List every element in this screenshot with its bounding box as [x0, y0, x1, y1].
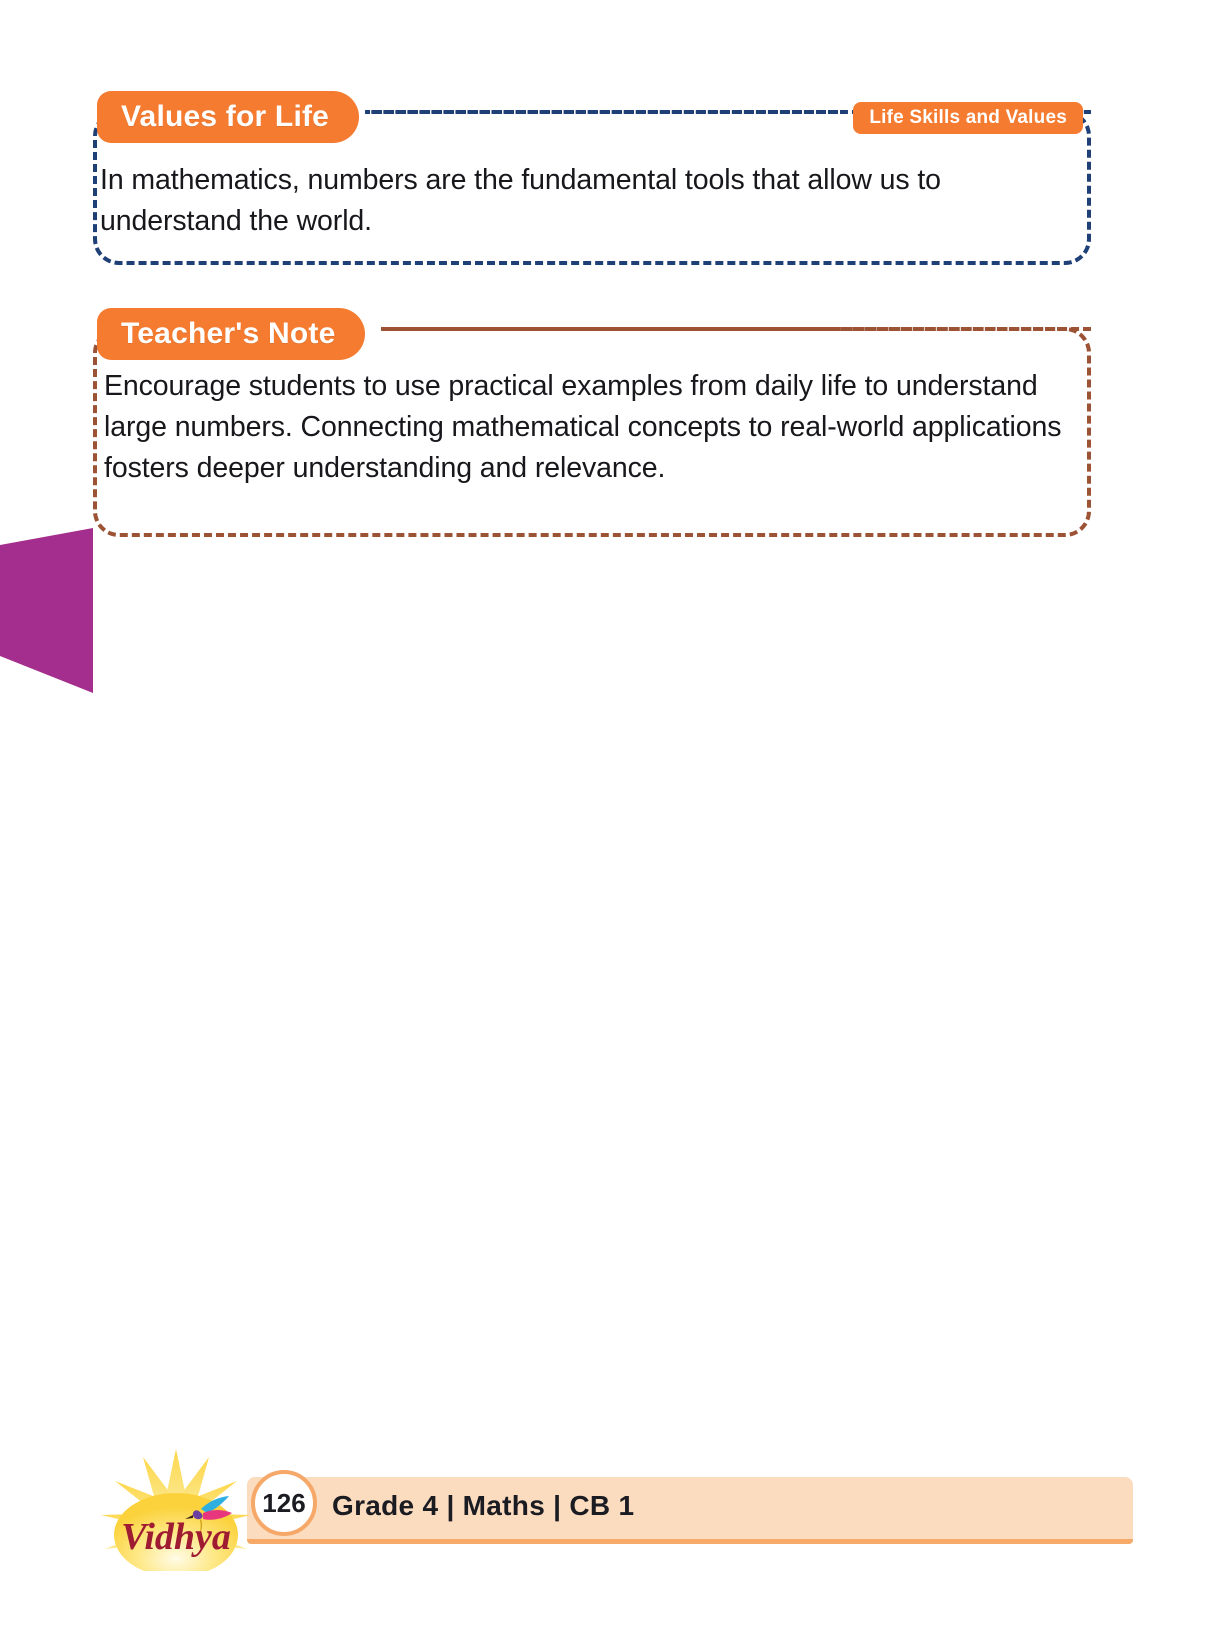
logo-wordmark-text: Vidhya	[121, 1516, 231, 1558]
teachers-note-heading: Teacher's Note	[97, 308, 365, 360]
values-for-life-heading: Values for Life	[97, 91, 359, 143]
vidhya-logo	[97, 1443, 255, 1571]
side-tab-purple	[0, 528, 93, 693]
values-for-life-body: In mathematics, numbers are the fundamental tools that allow us to understand the world.	[100, 164, 941, 237]
teachers-note-body: Encourage students to use practical examples from daily life to understand large numbers. Connecting mathematical concepts to real-world applications fosters deeper understanding and relevance.	[104, 370, 1062, 484]
teachers-note-connector	[379, 327, 1091, 331]
footer-label: Grade 4 | Maths | CB 1	[332, 1490, 635, 1521]
life-skills-and-values-badge: Life Skills and Values	[853, 102, 1083, 134]
page-number: 126	[251, 1470, 317, 1536]
values-connector-left	[362, 110, 838, 114]
